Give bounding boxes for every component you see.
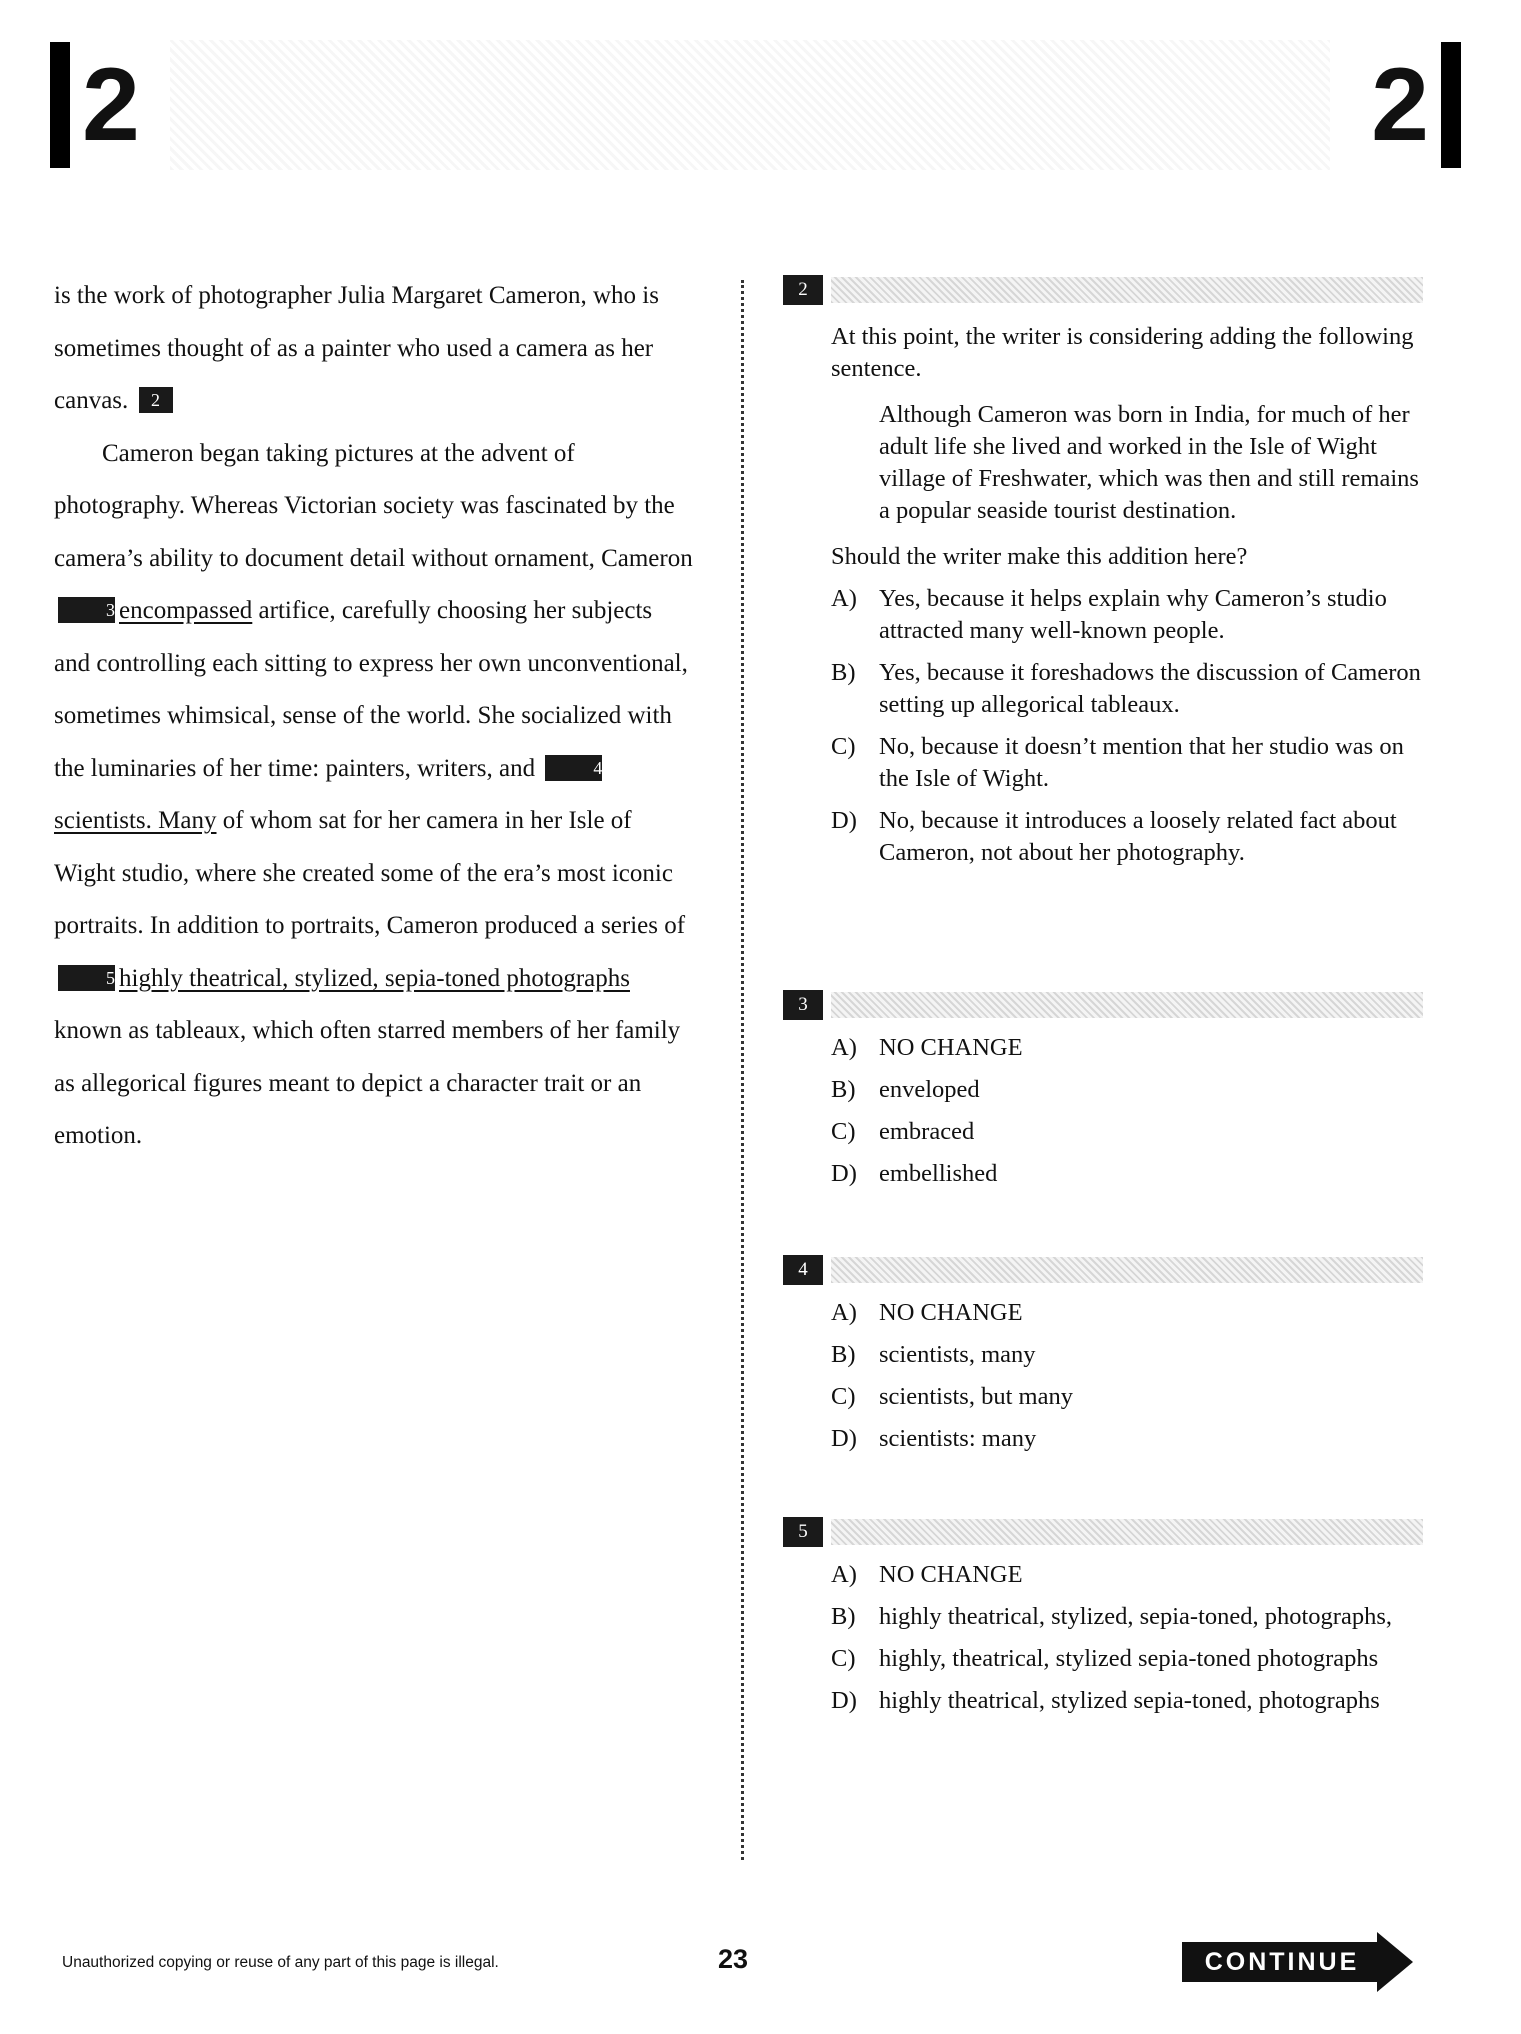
choice-letter: C): [831, 1118, 856, 1145]
answer-choice[interactable]: [831, 1032, 1423, 1064]
question-2: [783, 275, 1423, 879]
answer-choice[interactable]: [831, 1559, 1423, 1591]
answer-choice[interactable]: [831, 1643, 1423, 1675]
choice-letter: D): [831, 1687, 857, 1714]
choice-text: Yes, because it helps explain why Cameron’s studio attracted many well-known people.: [879, 585, 1387, 644]
choice-text: scientists, but many: [879, 1383, 1073, 1410]
choice-text: No, because it doesn’t mention that her studio was on the Isle of Wight.: [879, 733, 1404, 792]
answer-choice[interactable]: [831, 1685, 1423, 1717]
question-marker: 2: [139, 387, 173, 413]
answer-choice[interactable]: [831, 731, 1423, 795]
choice-text: embraced: [879, 1118, 975, 1145]
answer-choice[interactable]: [831, 583, 1423, 647]
section-number: 2: [82, 47, 140, 163]
choice-letter: C): [831, 733, 856, 760]
answer-choice[interactable]: [831, 805, 1423, 869]
choice-text: enveloped: [879, 1076, 980, 1103]
choice-text: No, because it introduces a loosely related fact about Cameron, not about her photography.: [879, 807, 1397, 866]
question-ask: Should the writer make this addition here?: [831, 543, 1248, 570]
choice-letter: C): [831, 1645, 856, 1672]
question-marker: 3: [58, 597, 115, 623]
question-marker: 5: [58, 965, 115, 991]
question-header-band: [831, 992, 1423, 1018]
answer-choices: [831, 1032, 1423, 1190]
underlined-text: highly theatrical, stylized, sepia-toned photographs: [119, 964, 630, 992]
choice-text: NO CHANGE: [879, 1561, 1023, 1588]
choice-letter: A): [831, 1299, 857, 1326]
passage-text: artifice, carefully choosing her subjects and controlling each sitting to express her own unconventional, sometimes whimsical, sense of the world. She socialized with the luminaries of her time: painters, writers, and: [54, 597, 688, 782]
choice-letter: D): [831, 1160, 857, 1187]
choice-letter: B): [831, 1341, 856, 1368]
choice-letter: B): [831, 1603, 856, 1630]
choice-letter: D): [831, 1425, 857, 1452]
underlined-text: scientists. Many: [54, 807, 217, 834]
choice-letter: A): [831, 1034, 857, 1061]
section-marker-left: [50, 42, 140, 168]
passage-paragraph: [54, 270, 694, 428]
question-number: 4: [783, 1255, 823, 1285]
choice-letter: A): [831, 585, 857, 612]
page-number: 23: [718, 1944, 749, 1974]
section-marker-right: [1371, 42, 1461, 168]
answer-choices: [831, 583, 1423, 869]
choice-text: highly theatrical, stylized sepia-toned, photographs: [879, 1687, 1380, 1714]
passage-text: known as tableaux, which often starred members of her family as allegorical figures meant to depict a character trait or an emotion.: [54, 1017, 681, 1149]
choice-letter: D): [831, 807, 857, 834]
copyright-notice: Unauthorized copying or reuse of any part of this page is illegal.: [62, 1954, 499, 1971]
question-header-band: [831, 1519, 1423, 1545]
choice-text: embellished: [879, 1160, 998, 1187]
question-4: [783, 1255, 1423, 1465]
choice-text: Yes, because it foreshadows the discussion of Cameron setting up allegorical tableaux.: [879, 659, 1421, 718]
answer-choice[interactable]: [831, 1339, 1423, 1371]
header-shading: [170, 40, 1330, 170]
question-marker: 4: [545, 755, 602, 781]
answer-choices: [831, 1559, 1423, 1717]
question-header: [783, 1517, 1423, 1549]
choice-text: highly, theatrical, stylized sepia-toned photographs: [879, 1645, 1379, 1672]
passage-paragraph: [54, 428, 694, 1163]
choice-text: NO CHANGE: [879, 1299, 1023, 1326]
passage-text: is the work of photographer Julia Margaret Cameron, who is sometimes thought of as a painter who used a camera as her canvas.: [54, 282, 659, 414]
question-5: [783, 1517, 1423, 1727]
choice-text: scientists: many: [879, 1425, 1037, 1452]
continue-label: CONTINUE: [1204, 1948, 1360, 1976]
choice-letter: B): [831, 659, 856, 686]
question-header: [783, 1255, 1423, 1287]
choice-text: NO CHANGE: [879, 1034, 1023, 1061]
question-header: [783, 275, 1423, 307]
answer-choice[interactable]: [831, 1423, 1423, 1455]
answer-choice[interactable]: [831, 1601, 1423, 1633]
choice-text: scientists, many: [879, 1341, 1036, 1368]
answer-choice[interactable]: [831, 1074, 1423, 1106]
passage-text: of whom sat for her camera in her Isle of Wight studio, where she created some of the era’s most iconic portraits. In addition to portraits, Cameron produced a series of: [54, 807, 686, 939]
question-header-band: [831, 277, 1423, 303]
choice-letter: B): [831, 1076, 856, 1103]
question-header-band: [831, 1257, 1423, 1283]
answer-choice[interactable]: [831, 657, 1423, 721]
question-3: [783, 990, 1423, 1200]
answer-choice[interactable]: [831, 1297, 1423, 1329]
page-header: [0, 0, 1521, 200]
arrow-right-icon: [1377, 1932, 1413, 1992]
question-number: 2: [783, 275, 823, 305]
section-bar: [50, 42, 70, 168]
answer-choice[interactable]: [831, 1381, 1423, 1413]
choice-letter: A): [831, 1561, 857, 1588]
section-bar: [1441, 42, 1461, 168]
choice-letter: C): [831, 1383, 856, 1410]
passage-text: Cameron began taking pictures at the advent of photography. Whereas Victorian society was fascinated by the camera’s ability to document detail without ornament, Cameron: [54, 439, 693, 572]
continue-arrow: [1182, 1932, 1422, 1992]
question-number: 3: [783, 990, 823, 1020]
question-header: [783, 990, 1423, 1022]
question-prompt: At this point, the writer is considering adding the following sentence.: [831, 323, 1414, 382]
underlined-text: encompassed: [119, 597, 253, 624]
choice-text: highly theatrical, stylized, sepia-toned, photographs,: [879, 1603, 1393, 1630]
column-divider: [741, 280, 744, 1860]
question-quote: Although Cameron was born in India, for much of her adult life she lived and worked in the Isle of Wight village of Freshwater, which was then and still remains a popular seaside tourist destination.: [879, 401, 1419, 524]
answer-choices: [831, 1297, 1423, 1455]
answer-choice[interactable]: [831, 1158, 1423, 1190]
reading-passage: [54, 270, 694, 1163]
section-number: 2: [1371, 47, 1429, 163]
answer-choice[interactable]: [831, 1116, 1423, 1148]
question-number: 5: [783, 1517, 823, 1547]
